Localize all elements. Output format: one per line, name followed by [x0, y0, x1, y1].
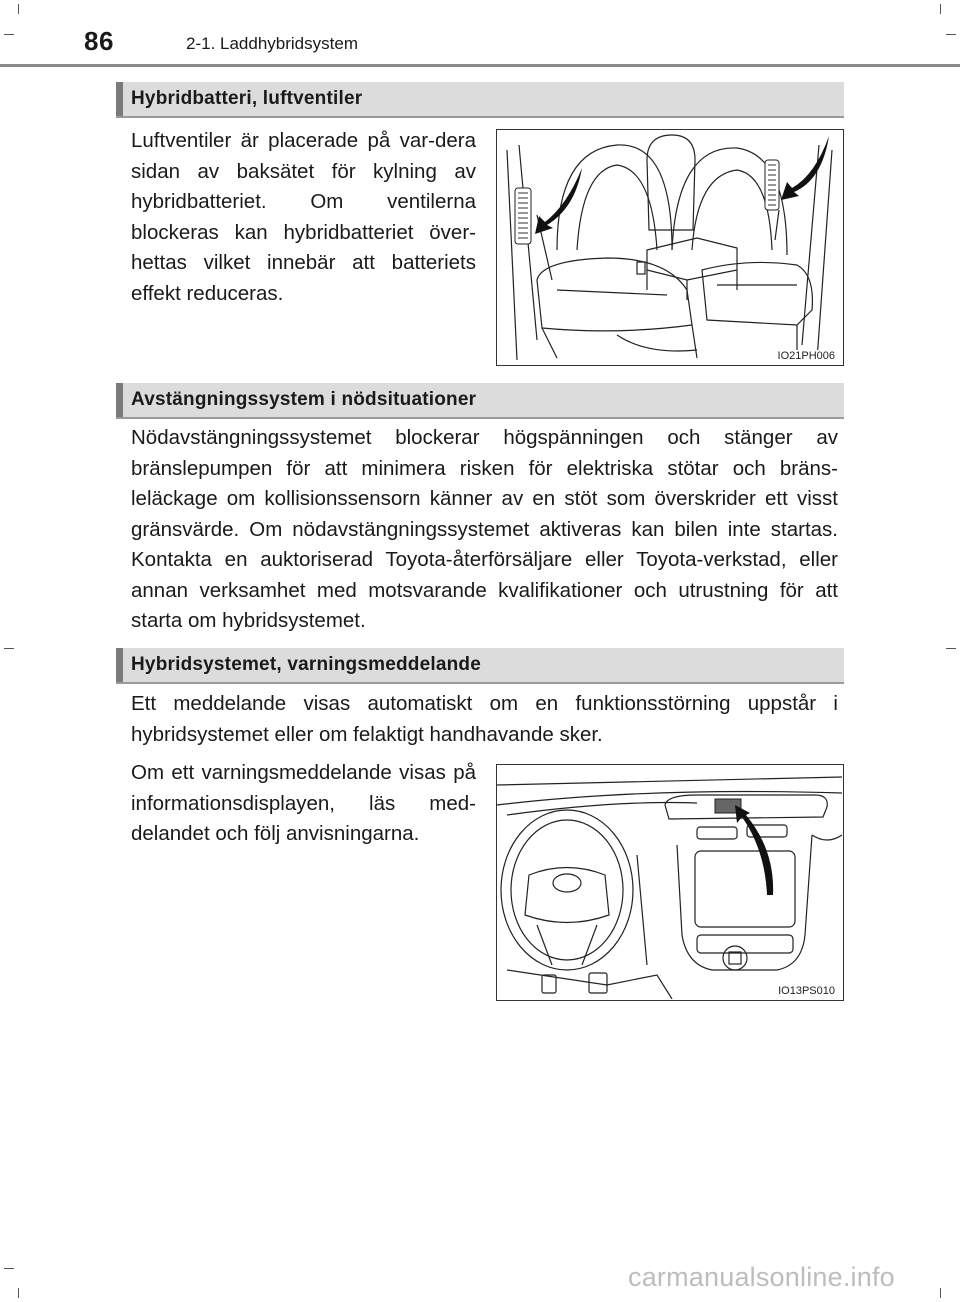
section-heading-warning-message [116, 648, 844, 684]
crop-mark [4, 1268, 14, 1269]
warning-display-paragraph: Om ett varningsmeddelande visas på informationsdisplayen, läs med-delandet och följ anvisningarna. [131, 761, 476, 845]
section-heading-emergency-shutoff [116, 383, 844, 419]
crop-mark [18, 4, 19, 14]
section-marker [116, 383, 123, 417]
crop-mark [940, 1288, 941, 1298]
section-marker [116, 648, 123, 682]
figure-code: IO13PS010 [778, 985, 835, 997]
chapter-title: 2-1. Laddhybridsystem [186, 34, 358, 53]
crop-mark [940, 4, 941, 14]
dashboard-illustration [497, 765, 842, 999]
crop-mark [4, 648, 14, 649]
section-heading-battery-vents [116, 82, 844, 118]
section-title: Hybridsystemet, varningsmeddelande [131, 654, 481, 675]
rear-seat-vents-figure [496, 129, 844, 366]
section-title: Avstängningssystem i nödsituationer [131, 389, 477, 410]
dashboard-display-figure [496, 764, 844, 1001]
page-number: 86 [84, 26, 114, 56]
crop-mark [18, 1288, 19, 1298]
warning-message-paragraph: Ett meddelande visas automatiskt om en funktionsstörning uppstår i hybridsystemet eller om felaktigt handhavande sker. [131, 692, 838, 746]
crop-mark [4, 34, 14, 35]
battery-vents-paragraph: Luftventiler är placerade på var-dera sidan av baksätet för kylning av hybridbatteriet. Om ventilerna blockeras kan hybridbatteriet över-hettas vilket innebär att batteriets effekt reduceras. [131, 129, 476, 305]
watermark: carmanualsonline.info [628, 1262, 895, 1292]
crop-mark [946, 648, 956, 649]
header-rule [0, 64, 960, 67]
figure-code: IO21PH006 [777, 350, 835, 362]
crop-mark [946, 34, 956, 35]
section-title: Hybridbatteri, luftventiler [131, 88, 363, 109]
section-marker [116, 82, 123, 116]
rear-seat-illustration [497, 130, 842, 364]
emergency-shutoff-paragraph: Nödavstängningssystemet blockerar högspänningen och stänger av bränslepumpen för att minimera risken för elektriska stötar och bräns-leläckage om kollisionssensorn känner av en stöt som överskrider ett visst gränsvärde. Om nödavstängningssystemet aktiveras kan bilen inte startas. Kontakta en auktoriserad Toyota-återförsäljare eller Toyota-verkstad, eller annan verksamhet med motsvarande kvalifikationer och utrustning för att starta om hybridsystemet. [131, 426, 838, 632]
